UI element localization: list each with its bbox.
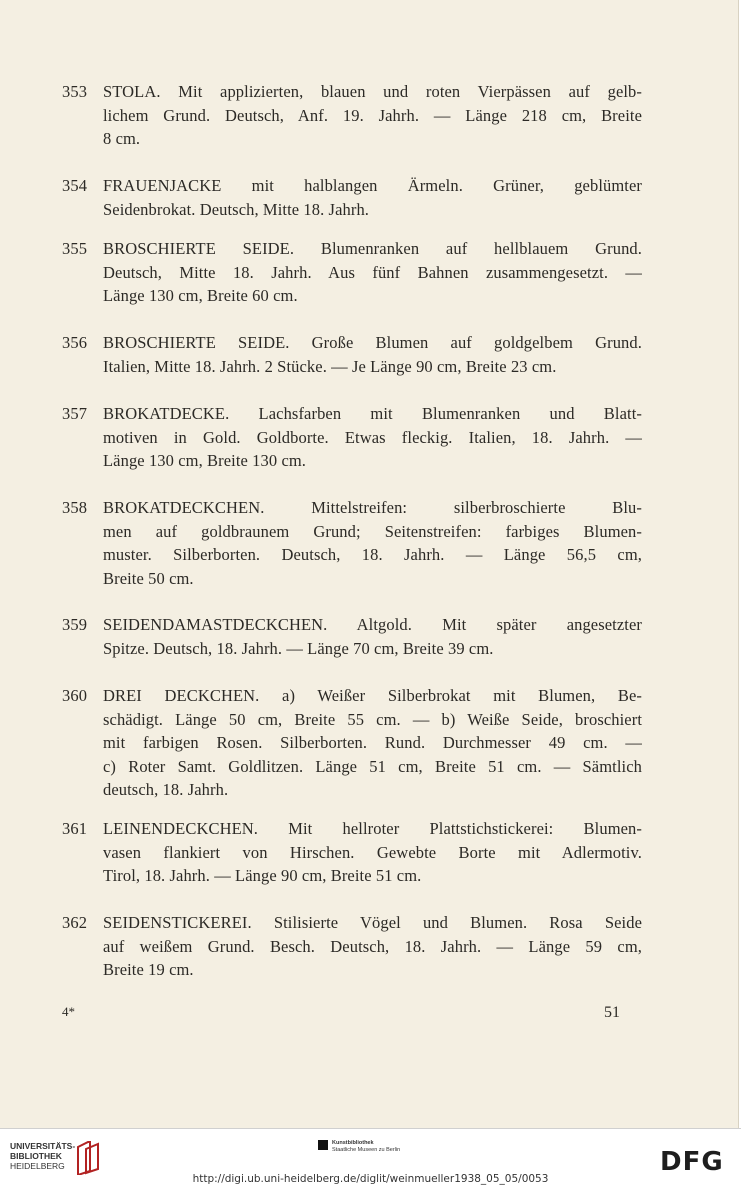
library-line-2: BIBLIOTHEK: [10, 1151, 62, 1161]
entry-line: SEIDENDAMASTDECKCHEN. Altgold. Mit später angesetzter: [103, 615, 642, 634]
entry-line: Deutsch, Mitte 18. Jahrh. Aus fünf Bahnen zusammengesetzt. —: [103, 262, 642, 282]
entry-line: BROSCHIERTE SEIDE. Große Blumen auf goldgelbem Grund.: [103, 333, 642, 352]
entry-number: 359: [62, 615, 88, 634]
kunstbibliothek-logo-icon: [318, 1140, 328, 1150]
signature-mark: 4*: [62, 1004, 75, 1019]
entry-line: BROKATDECKCHEN. Mittelstreifen: silberbroschierte Blu-: [103, 498, 642, 517]
entry-number: 361: [62, 819, 88, 838]
entry-line: Länge 130 cm, Breite 60 cm.: [103, 286, 298, 305]
entry-line: vasen flankiert von Hirschen. Gewebte Borte mit Adlermotiv.: [103, 842, 642, 862]
entry-number: 362: [62, 913, 88, 932]
entry-number: 356: [62, 333, 88, 352]
entry-line: Länge 130 cm, Breite 130 cm.: [103, 451, 307, 470]
entry-line: FRAUENJACKE mit halblangen Ärmeln. Grüner, geblümter: [103, 176, 642, 195]
entry-line: 8 cm.: [103, 129, 141, 148]
kunstbibliothek-logo[interactable]: [332, 1140, 400, 1154]
entry-number: 354: [62, 176, 88, 195]
catalog-entry: [62, 237, 642, 308]
catalog-entry: [62, 911, 642, 982]
entry-number: 355: [62, 239, 88, 258]
entry-line: Italien, Mitte 18. Jahrh. 2 Stücke. — Je Länge 90 cm, Breite 23 cm.: [103, 356, 557, 376]
entry-line: muster. Silberborten. Deutsch, 18. Jahrh. — Länge 56,5 cm,: [103, 545, 642, 564]
catalog-entry: [62, 331, 642, 378]
entry-line: Tirol, 18. Jahrh. — Länge 90 cm, Breite 51 cm.: [103, 866, 422, 885]
entry-line: STOLA. Mit applizierten, blauen und roten Vierpässen auf gelb-: [103, 82, 642, 101]
entry-line: Breite 19 cm.: [103, 960, 194, 979]
entry-line: motiven in Gold. Goldborte. Etwas fleckig. Italien, 18. Jahrh. —: [103, 427, 642, 447]
entry-line: schädigt. Länge 50 cm, Breite 55 cm. — b) Weiße Seide, broschiert: [103, 709, 642, 729]
entry-line: SEIDENSTICKEREI. Stilisierte Vögel und Blumen. Rosa Seide: [103, 913, 642, 932]
entry-line: deutsch, 18. Jahrh.: [103, 780, 229, 799]
entry-number: 357: [62, 404, 88, 423]
entry-line: men auf goldbraunem Grund; Seitenstreifen: farbiges Blumen-: [103, 521, 642, 541]
entry-number: 360: [62, 686, 88, 705]
entry-line: mit farbigen Rosen. Silberborten. Rund. Durchmesser 49 cm. —: [103, 733, 642, 752]
catalog-entry: [62, 174, 642, 221]
entry-number: 358: [62, 498, 88, 517]
digitization-footer: [0, 1128, 741, 1190]
library-line-3: HEIDELBERG: [10, 1161, 65, 1171]
entry-line: Spitze. Deutsch, 18. Jahrh. — Länge 70 cm, Breite 39 cm.: [103, 638, 494, 658]
entry-line: Breite 50 cm.: [103, 568, 194, 588]
catalog-entry: [62, 80, 642, 151]
entry-line: LEINENDECKCHEN. Mit hellroter Plattstichstickerei: Blumen-: [103, 819, 642, 838]
catalog-entry: [62, 817, 642, 888]
university-library-logo[interactable]: [10, 1141, 75, 1171]
entry-line: BROKATDECKE. Lachsfarben mit Blumenranken und Blatt-: [103, 404, 642, 423]
entry-number: 353: [62, 82, 88, 101]
entry-line: auf weißem Grund. Besch. Deutsch, 18. Jahrh. — Länge 59 cm,: [103, 936, 642, 956]
permalink-url[interactable]: http://digi.ub.uni-heidelberg.de/diglit/weinmueller1938_05_05/0053: [192, 1173, 549, 1185]
entry-line: c) Roter Samt. Goldlitzen. Länge 51 cm, Breite 51 cm. — Sämtlich: [103, 756, 642, 776]
catalog-entry: [62, 496, 642, 590]
library-line-1: UNIVERSITÄTS-: [10, 1141, 76, 1151]
catalog-entry: [62, 684, 642, 802]
kb-subtitle: Staatliche Museen zu Berlin: [332, 1147, 401, 1153]
entry-line: Seidenbrokat. Deutsch, Mitte 18. Jahrh.: [103, 199, 370, 219]
entry-line: lichem Grund. Deutsch, Anf. 19. Jahrh. — Länge 218 cm, Breite: [103, 105, 642, 125]
page-number: 51: [604, 1004, 620, 1021]
dfg-logo[interactable]: DFG: [660, 1147, 724, 1177]
kb-title: Kunstbibliothek: [332, 1140, 374, 1146]
library-emblem-icon: [76, 1141, 100, 1175]
entry-line: DREI DECKCHEN. a) Weißer Silberbrokat mit Blumen, Be-: [103, 686, 642, 705]
catalog-entry: [62, 402, 642, 473]
entry-line: BROSCHIERTE SEIDE. Blumenranken auf hellblauem Grund.: [103, 239, 642, 258]
catalog-entry: [62, 613, 642, 660]
